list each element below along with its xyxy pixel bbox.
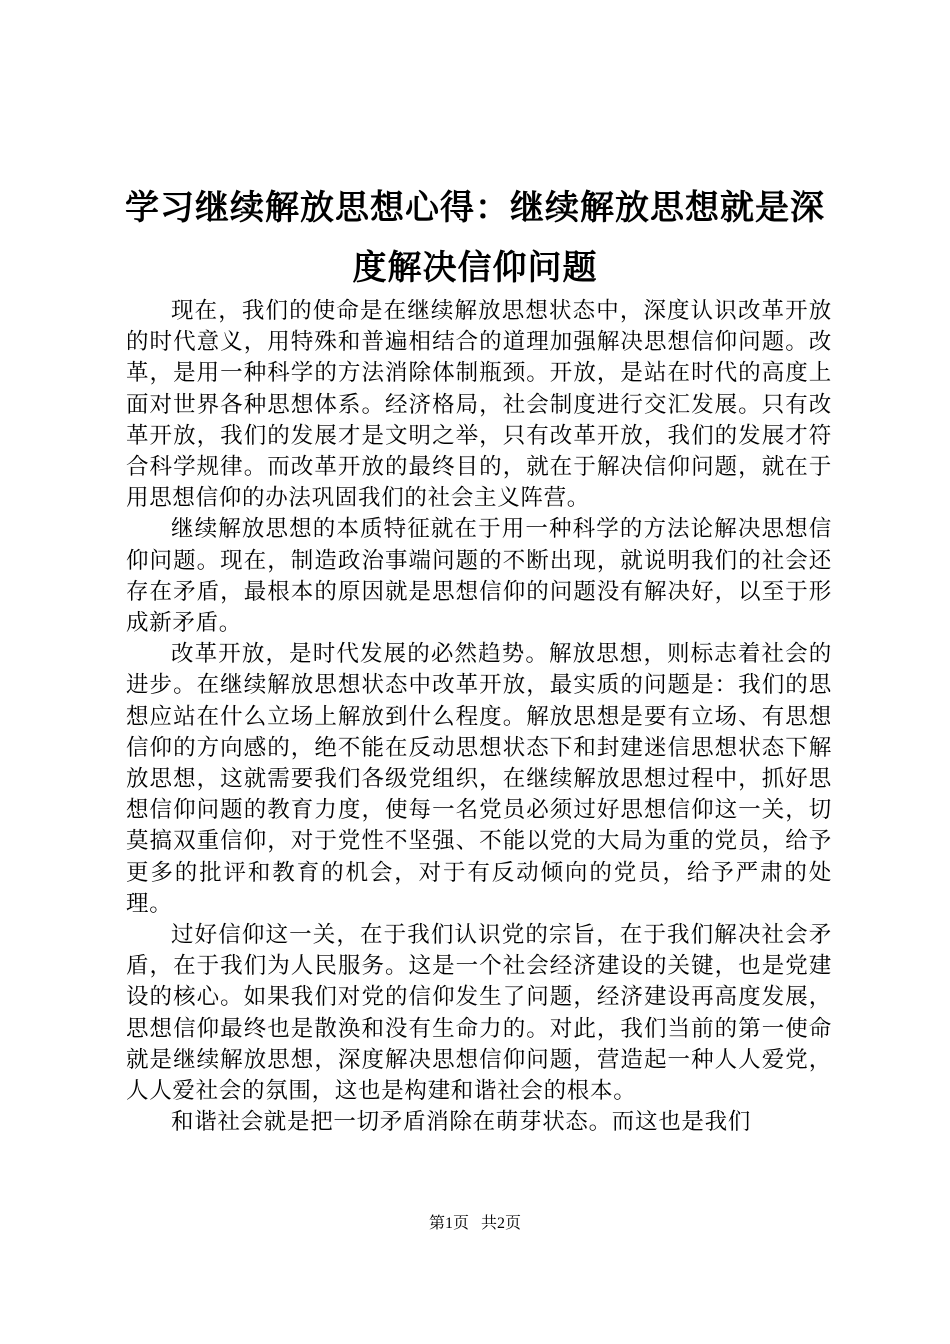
paragraph: 和谐社会就是把一切矛盾消除在萌芽状态。而这也是我们 bbox=[171, 1109, 752, 1136]
paragraph: 改革开放，是时代发展的必然趋势。解放思想，则标志着社会的进步。在继续解放思想状态中改革开放，最实质的问题是：我们的思想应站在什么立场上解放到什么程度。解放思想是要有立场、有思想信仰的方向感的，绝不能在反动思想状态下和封建迷信思想状态下解放思想，这就需要我们各级党组织，在继续解放思想过程中，抓好思想信仰问题的教育力度，使每一名党员必须过好思想信仰这一关，切莫搞双重信仰，对于党性不坚强、不能以党的大局为重的党员，给予更多的批评和教育的机会，对于有反动倾向的党员，给予严肃的处理。 bbox=[126, 641, 832, 917]
document-title bbox=[120, 178, 830, 298]
title-line-2: 度解决信仰问题 bbox=[352, 248, 598, 288]
document-body bbox=[126, 296, 832, 1138]
paragraph: 过好信仰这一关，在于我们认识党的宗旨，在于我们解决社会矛盾，在于我们为人民服务。这是一个社会经济建设的关键，也是党建设的核心。如果我们对党的信仰发生了问题，经济建设再高度发展，思想信仰最终也是散涣和没有生命力的。对此，我们当前的第一使命就是继续解放思想，深度解决思想信仰问题，营造起一种人人爱党，人人爱社会的氛围，这也是构建和谐社会的根本。 bbox=[126, 922, 832, 1105]
page-total: 共2页 bbox=[481, 1215, 522, 1232]
title-line-1: 学习继续解放思想心得：继续解放思想就是深 bbox=[125, 188, 825, 228]
paragraph: 现在，我们的使命是在继续解放思想状态中，深度认识改革开放的时代意义，用特殊和普遍相结合的道理加强解决思想信仰问题。改革，是用一种科学的方法消除体制瓶颈。开放，是站在时代的高度上面对世界各种思想体系。经济格局，社会制度进行交汇发展。只有改革开放，我们的发展才是文明之举，只有改革开放，我们的发展才符合科学规律。而改革开放的最终目的，就在于解决信仰问题，就在于用思想信仰的办法巩固我们的社会主义阵营。 bbox=[126, 298, 832, 512]
page-footer bbox=[0, 1214, 950, 1234]
paragraph: 继续解放思想的本质特征就在于用一种科学的方法论解决思想信仰问题。现在，制造政治事端问题的不断出现，就说明我们的社会还存在矛盾，最根本的原因就是思想信仰的问题没有解决好，以至于形成新矛盾。 bbox=[126, 516, 832, 637]
page-number: 第1页 bbox=[428, 1215, 469, 1232]
